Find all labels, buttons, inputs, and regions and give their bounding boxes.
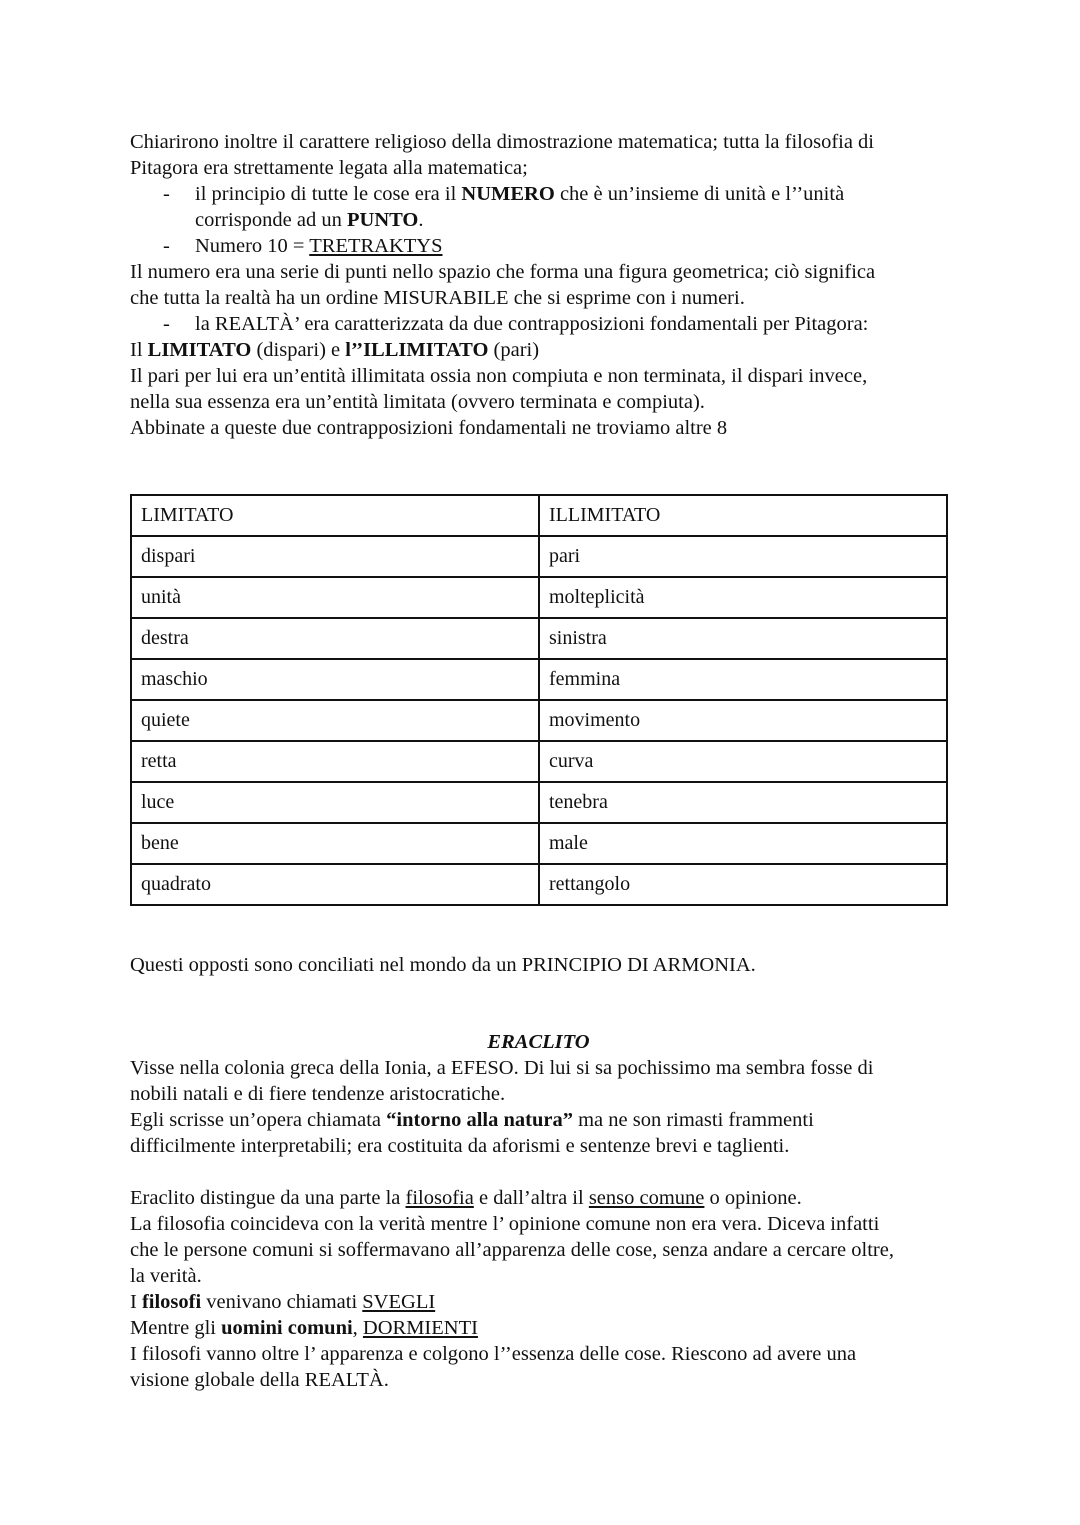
text-line <box>130 1289 960 1315</box>
text-line <box>130 952 960 978</box>
text-line <box>130 1185 960 1211</box>
underlined-text: DORMIENTI <box>362 1317 478 1339</box>
text-line <box>130 1133 960 1159</box>
illimitato-cell: tenebra <box>539 782 947 823</box>
limitato-cell: bene <box>131 823 539 864</box>
underlined-text: TRETRAKTYS <box>309 235 443 257</box>
table-row <box>131 741 947 782</box>
table-row <box>131 618 947 659</box>
text-span: I <box>130 1291 142 1313</box>
table-row <box>131 782 947 823</box>
eraclito-section <box>130 1029 960 1393</box>
text-span: difficilmente interpretabili; era costituita da aforismi e sentenze brevi e taglienti. <box>130 1135 790 1157</box>
text-span: il principio di tutte le cose era il <box>195 183 462 205</box>
text-span: o opinione. <box>704 1187 802 1209</box>
text-span: Numero 10 = <box>195 235 310 257</box>
text-span: che tutta la realtà ha un ordine MISURABILE che si esprime con i numeri. <box>130 287 745 309</box>
table-row <box>131 577 947 618</box>
text-line <box>130 207 960 233</box>
text-span: nella sua essenza era un’entità limitata (ovvero terminata e compiuta). <box>130 391 705 413</box>
text-span: I filosofi vanno oltre l’ apparenza e colgono l’’essenza delle cose. Riescono ad avere una <box>130 1343 857 1365</box>
text-span: (dispari) e <box>251 339 346 361</box>
bullet-line <box>130 233 960 259</box>
limitato-cell: maschio <box>131 659 539 700</box>
text-line <box>130 415 960 441</box>
text-line <box>130 1263 960 1289</box>
limitato-cell: quadrato <box>131 864 539 905</box>
text-line <box>130 1211 960 1237</box>
text-line <box>130 155 960 181</box>
text-span: (pari) <box>488 339 540 361</box>
opposites-table <box>130 494 948 906</box>
text-line <box>130 1055 960 1081</box>
bold-text: PUNTO <box>347 209 419 231</box>
text-line <box>130 1315 960 1341</box>
bullet-line <box>130 181 960 207</box>
text-line <box>130 259 960 285</box>
text-line <box>130 337 960 363</box>
harmony-paragraph <box>130 952 960 978</box>
limitato-cell: dispari <box>131 536 539 577</box>
illimitato-cell: femmina <box>539 659 947 700</box>
bold-text: NUMERO <box>461 183 555 205</box>
bold-text: “intorno alla natura” <box>386 1109 573 1131</box>
text-span: corrisponde ad un <box>195 209 347 231</box>
text-span: Eraclito distingue da una parte la <box>130 1187 406 1209</box>
text-span: Mentre gli <box>130 1317 222 1339</box>
bullet-dash: - <box>163 313 170 335</box>
text-span: Pitagora era strettamente legata alla matematica; <box>130 157 528 179</box>
table-row <box>131 536 947 577</box>
text-span: e dall’altra il <box>473 1187 589 1209</box>
illimitato-cell: male <box>539 823 947 864</box>
text-line <box>130 1081 960 1107</box>
text-span: che è un’insieme di unità e l’’unità <box>554 183 845 205</box>
intro-paragraphs <box>130 129 960 441</box>
limitato-cell: retta <box>131 741 539 782</box>
text-span: La filosofia coincideva con la verità mentre l’ opinione comune non era vera. Diceva infatti <box>130 1213 880 1235</box>
text-span: Visse nella colonia greca della Ionia, a EFESO. Di lui si sa pochissimo ma sembra fosse di <box>130 1057 874 1079</box>
text-span: nobili natali e di fiere tendenze aristocratiche. <box>130 1083 506 1105</box>
text-span: visione globale della REALTÀ. <box>130 1369 389 1391</box>
text-line <box>130 1341 960 1367</box>
text-line <box>130 363 960 389</box>
bold-text: ERACLITO <box>487 1031 590 1053</box>
illimitato-cell: curva <box>539 741 947 782</box>
underlined-text: SVEGLI <box>362 1291 436 1313</box>
limitato-cell: destra <box>131 618 539 659</box>
text-span: Egli scrisse un’opera chiamata <box>130 1109 387 1131</box>
text-span: Abbinate a queste due contrapposizioni fondamentali ne troviamo altre 8 <box>130 417 728 439</box>
bold-text: l’’ILLIMITATO <box>345 339 489 361</box>
text-line <box>130 129 960 155</box>
text-line <box>130 1107 960 1133</box>
text-line <box>130 285 960 311</box>
text-span: . <box>418 209 424 231</box>
bold-text: LIMITATO <box>147 339 252 361</box>
text-span: Il <box>130 339 148 361</box>
text-line <box>130 1367 960 1393</box>
table-row <box>131 823 947 864</box>
text-span: Chiarirono inoltre il carattere religioso della dimostrazione matematica; tutta la filosofia di <box>130 131 875 153</box>
bullet-line <box>130 311 960 337</box>
bold-text: uomini comuni <box>221 1317 353 1339</box>
text-span: la verità. <box>130 1265 202 1287</box>
text-span: Questi opposti sono conciliati nel mondo da un PRINCIPIO DI ARMONIA. <box>130 954 756 976</box>
section-heading <box>130 1029 947 1055</box>
table-header-row <box>131 495 947 536</box>
text-span: venivano chiamati <box>201 1291 363 1313</box>
text-span: , <box>352 1317 363 1339</box>
bullet-dash: - <box>163 183 170 205</box>
text-line <box>130 1237 960 1263</box>
underlined-text: senso comune <box>588 1187 705 1209</box>
text-span: che le persone comuni si soffermavano all’apparenza delle cose, senza andare a cercare oltre, <box>130 1239 894 1261</box>
bold-text: filosofi <box>141 1291 202 1313</box>
table-row <box>131 659 947 700</box>
text-line <box>130 389 960 415</box>
text-span: Il numero era una serie di punti nello spazio che forma una figura geometrica; ciò significa <box>130 261 876 283</box>
illimitato-cell: pari <box>539 536 947 577</box>
illimitato-cell: ILLIMITATO <box>539 495 947 536</box>
limitato-cell: LIMITATO <box>131 495 539 536</box>
table-row <box>131 700 947 741</box>
text-span: ma ne son rimasti frammenti <box>572 1109 814 1131</box>
text-line <box>130 1159 960 1185</box>
limitato-cell: quiete <box>131 700 539 741</box>
text-span: Il pari per lui era un’entità illimitata ossia non compiuta e non terminata, il dispari invece, <box>130 365 868 387</box>
illimitato-cell: sinistra <box>539 618 947 659</box>
bullet-dash: - <box>163 235 170 257</box>
limitato-cell: luce <box>131 782 539 823</box>
illimitato-cell: molteplicità <box>539 577 947 618</box>
underlined-text: filosofia <box>405 1187 474 1209</box>
table-row <box>131 864 947 905</box>
illimitato-cell: rettangolo <box>539 864 947 905</box>
limitato-cell: unità <box>131 577 539 618</box>
text-span: la REALTÀ’ era caratterizzata da due contrapposizioni fondamentali per Pitagora: <box>195 313 869 335</box>
illimitato-cell: movimento <box>539 700 947 741</box>
